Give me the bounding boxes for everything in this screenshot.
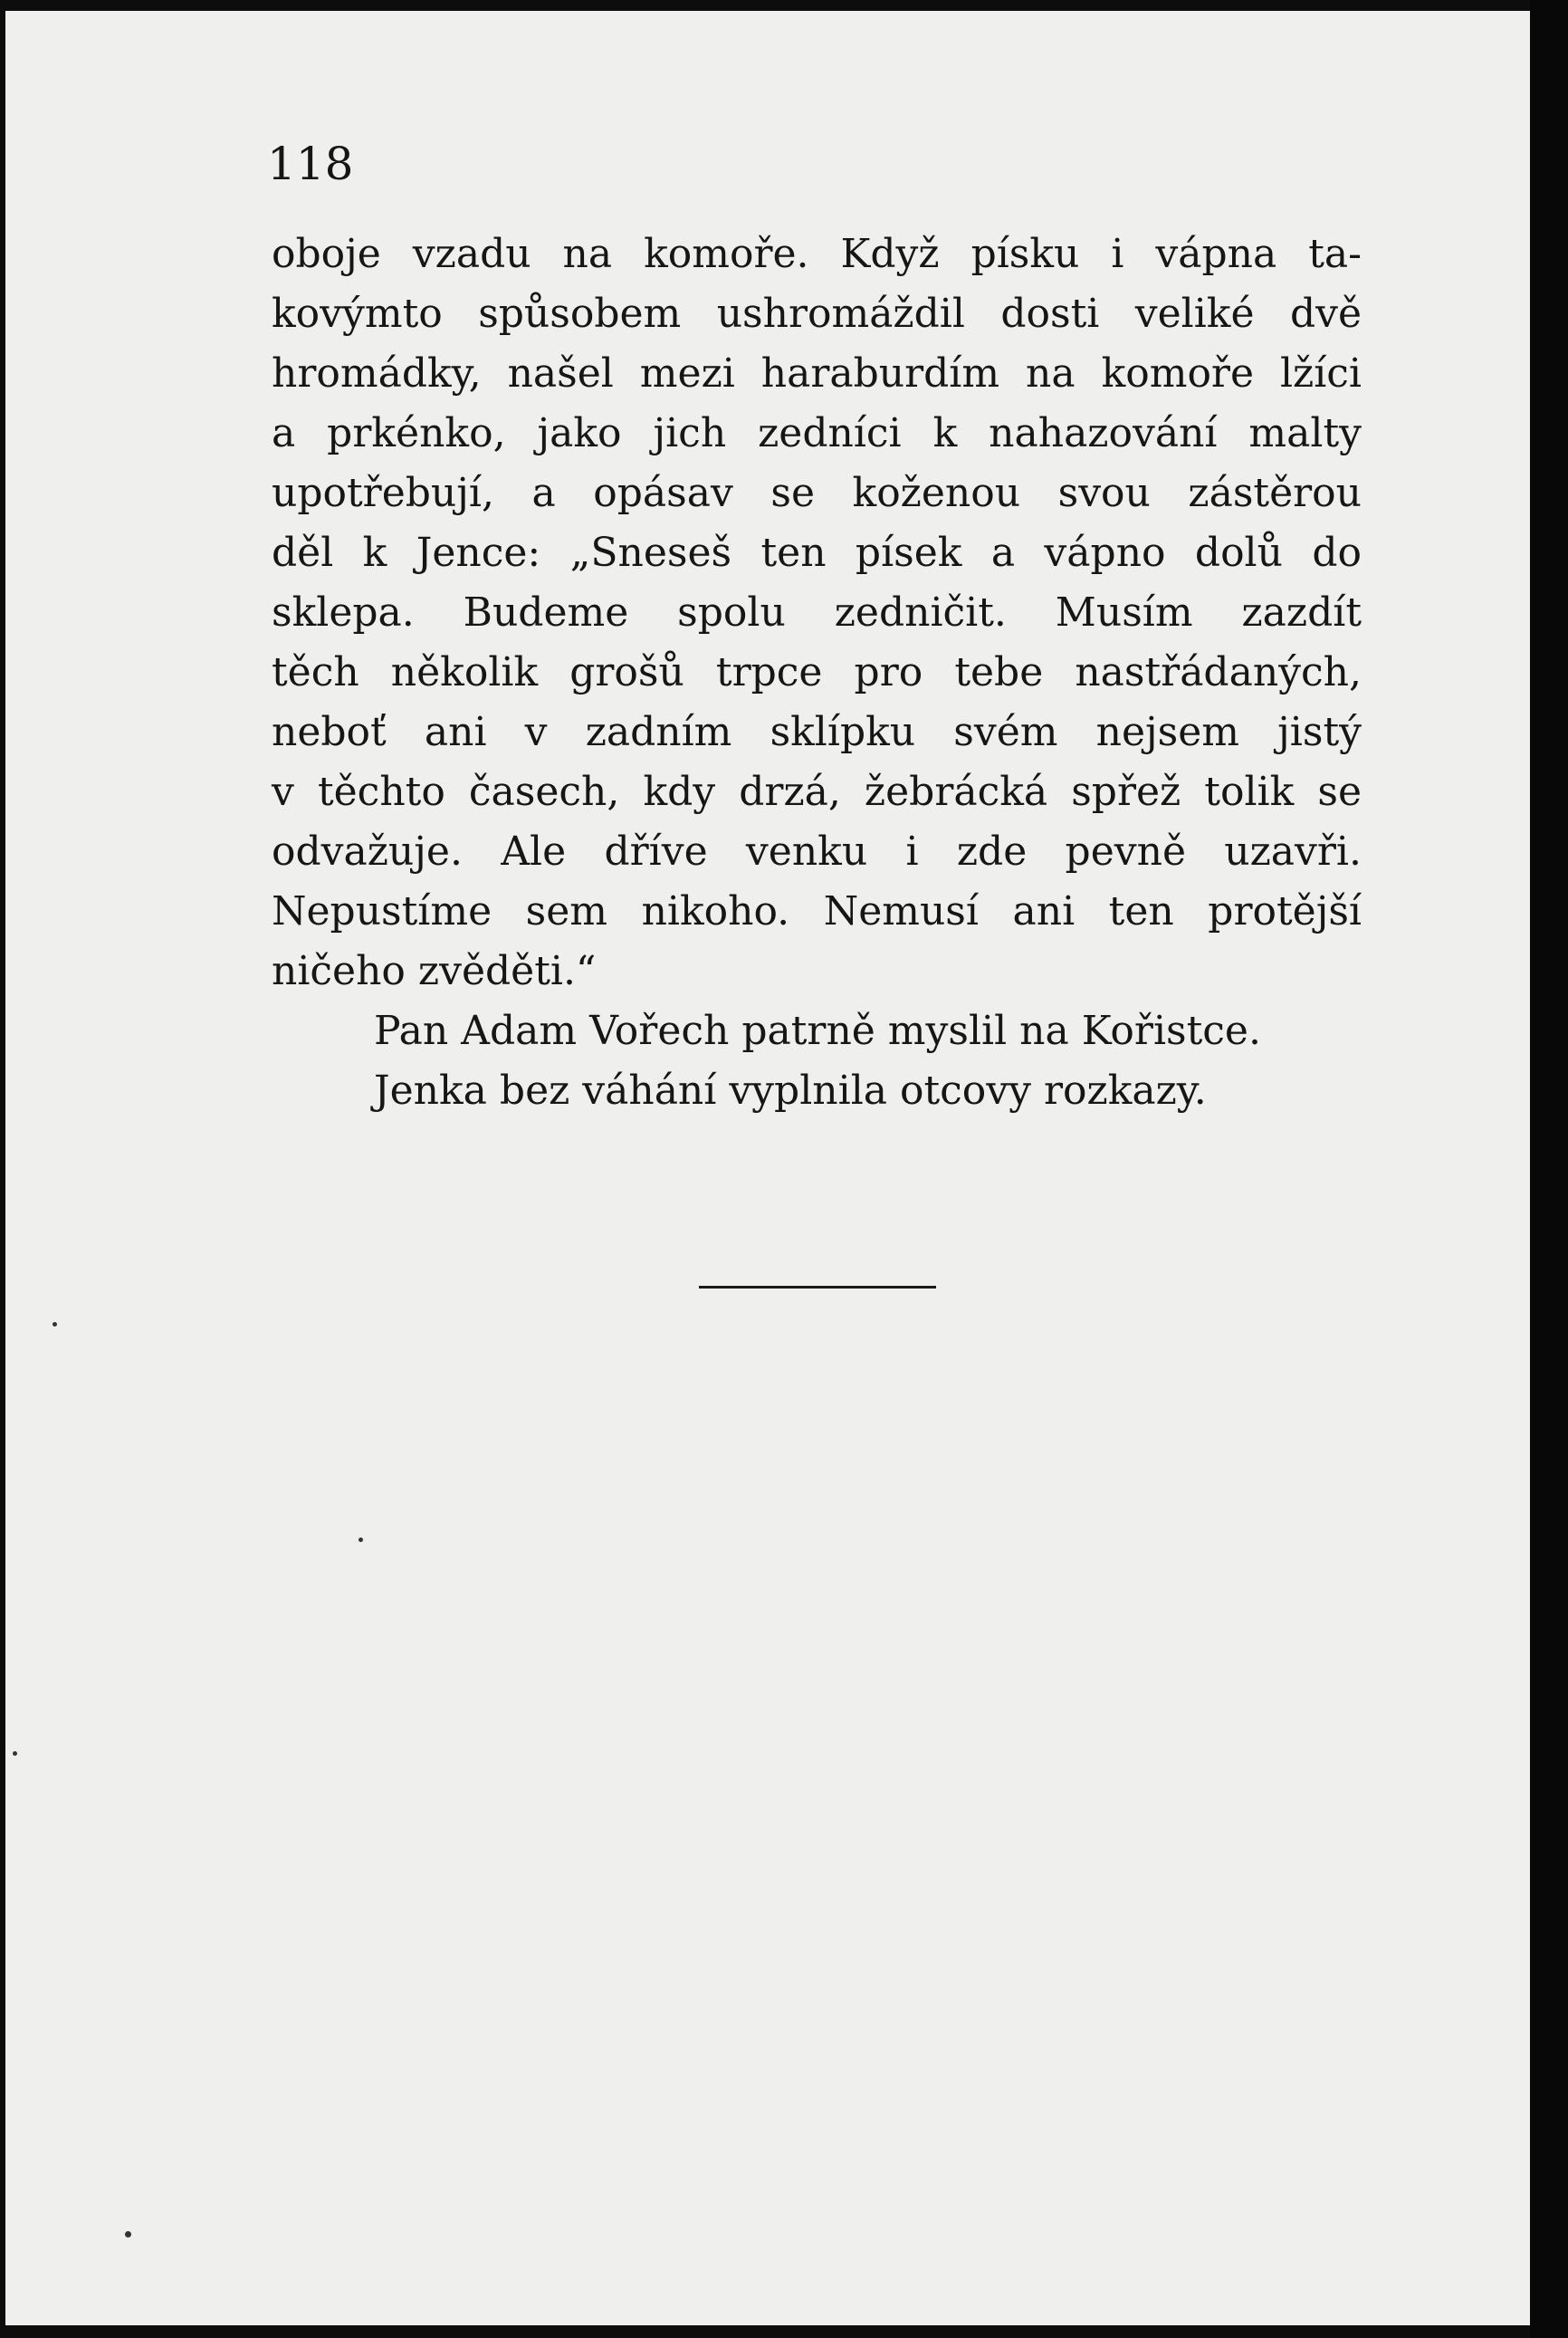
page-number: 118: [267, 138, 354, 190]
page-edge: [1530, 0, 1568, 2338]
text-line: oboje vzadu na komoře. Když písku i vápna ta-: [272, 231, 1362, 277]
text-line: a prkénko, jako jich zedníci k nahazování malty: [272, 410, 1362, 456]
text-line: upotřebují, a opásav se koženou svou zástěrou: [272, 470, 1362, 516]
paper-speck: [125, 2231, 131, 2237]
text-line: odvažuje. Ale dříve venku i zde pevně uzavři.: [272, 829, 1362, 875]
text-line: neboť ani v zadním sklípku svém nejsem jistý: [272, 709, 1362, 755]
text-line: ničeho zvěděti.“: [272, 948, 597, 994]
body-text: [272, 225, 1362, 1121]
paper-speck: [53, 1322, 57, 1327]
text-line: Jenka bez váhání vyplnila otcovy rozkazy.: [374, 1068, 1207, 1114]
text-line: hromádky, našel mezi haraburdím na komoře lžíci: [272, 350, 1362, 397]
text-line: těch několik grošů trpce pro tebe nastřádaných,: [272, 649, 1362, 695]
paper-speck: [13, 1751, 17, 1756]
text-line: Pan Adam Vořech patrně myslil na Kořistce.: [374, 1008, 1261, 1054]
text-line: v těchto časech, kdy drzá, žebrácká spřež tolik se: [272, 769, 1362, 815]
text-line: děl k Jence: „Sneseš ten písek a vápno dolů do: [272, 530, 1362, 576]
paper-speck: [359, 1538, 363, 1542]
text-line: sklepa. Budeme spolu zedničit. Musím zazdít: [272, 589, 1362, 636]
text-line: Nepustíme sem nikoho. Nemusí ani ten protější: [272, 888, 1362, 934]
book-page: [5, 11, 1530, 2325]
text-line: kovýmto spůsobem ushromáždil dosti veliké dvě: [272, 291, 1362, 337]
section-separator: [699, 1286, 936, 1289]
